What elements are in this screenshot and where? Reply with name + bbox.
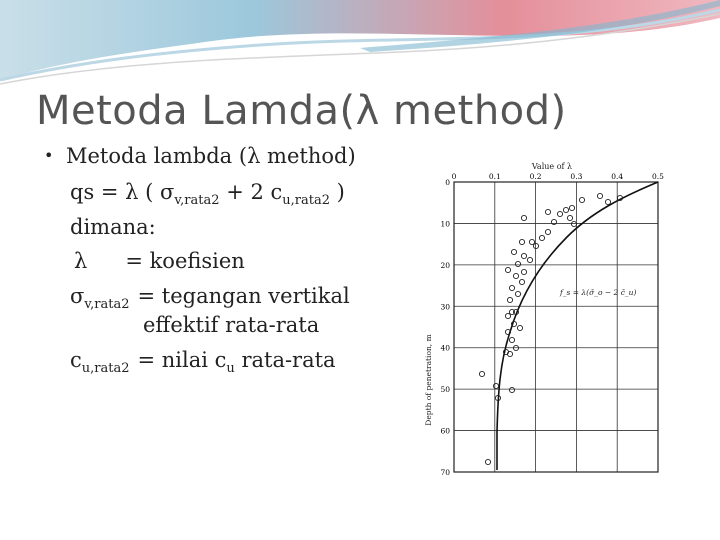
y-tick-label: 20 [440, 260, 450, 270]
def-sigma: $\sigma_{v,rata2}$ = tegangan vertikal [70, 284, 350, 312]
def-lambda: λ = koefisien [74, 249, 245, 273]
equation-label: f_s = λ(σ̄_o − 2 c̄_u) [560, 288, 637, 297]
y-tick-label: 70 [440, 468, 450, 477]
y-axis-label: Depth of penetration, m [424, 334, 433, 426]
lambda-symbol: λ [355, 88, 380, 134]
x-tick-label: 0.4 [611, 172, 624, 181]
top-axis-title: Value of λ [531, 162, 573, 171]
dimana-label: dimana: [70, 215, 156, 239]
bullet-icon: • [44, 146, 54, 165]
bullet-item: • Metoda lambda (λ method) [44, 144, 356, 168]
y-tick-label: 60 [440, 426, 450, 436]
x-tick-label: 0.2 [529, 172, 542, 181]
y-tick-label: 0 [445, 178, 450, 187]
x-tick-label: 0.5 [652, 172, 664, 181]
lambda-depth-figure [412, 152, 694, 488]
x-tick-label: 0 [451, 172, 457, 181]
x-tick-label: 0.1 [488, 172, 501, 181]
x-tick-label: 0.3 [570, 172, 583, 181]
y-tick-label: 50 [440, 385, 450, 395]
header-banner [0, 0, 720, 95]
y-tick-label: 10 [440, 219, 450, 229]
y-tick-label: 40 [440, 343, 450, 353]
def-cu: $c_{u,rata2}$ = nilai $c_u$ rata-rata [70, 348, 336, 376]
slide-title: Metoda Lamda(λ method) [36, 88, 567, 134]
formula-line: qs = λ ( $\sigma_{v,rata2} + 2$ $c_{u,rata2}$ ) [70, 180, 345, 208]
y-tick-label: 30 [440, 302, 450, 312]
def-sigma-cont: effektif rata-rata [143, 313, 320, 337]
